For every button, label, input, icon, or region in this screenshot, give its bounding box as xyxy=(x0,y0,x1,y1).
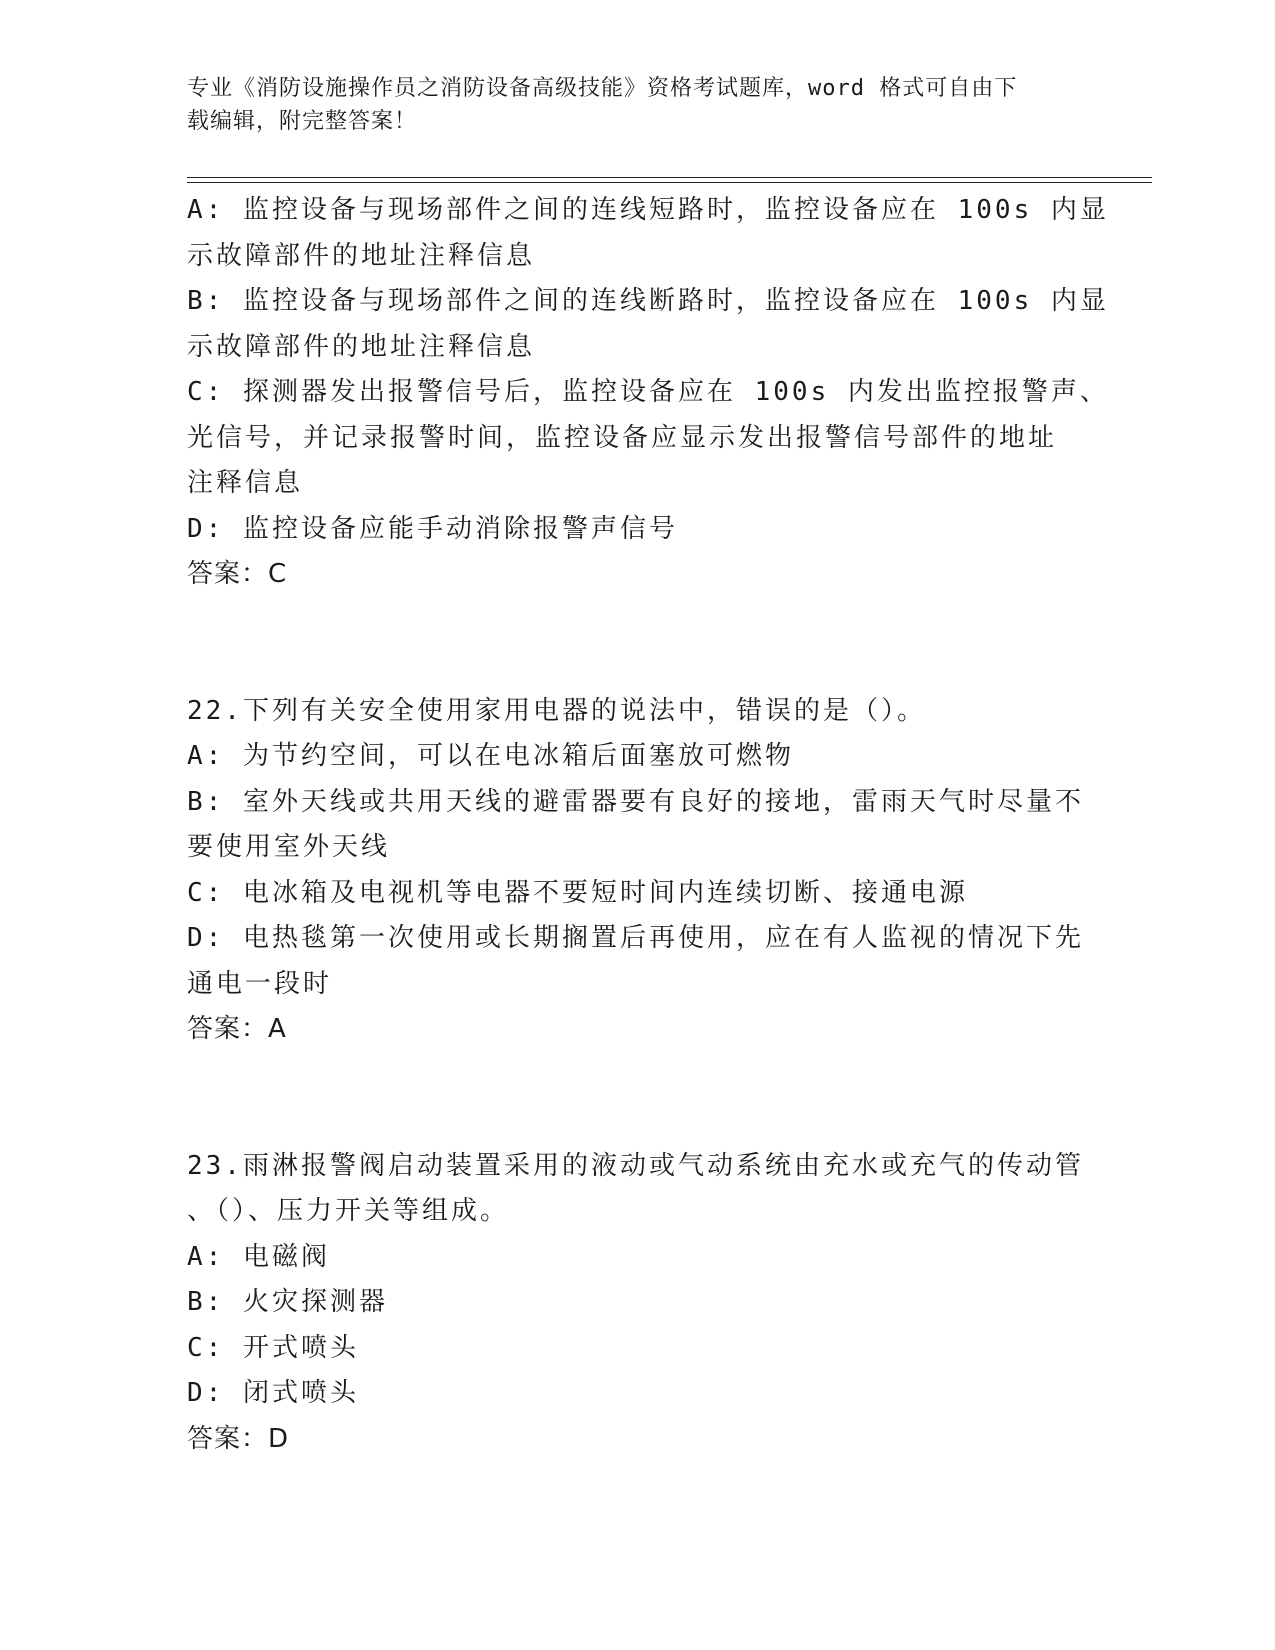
answer-line: 答案：A xyxy=(187,1014,287,1044)
option-a-line-1: A: 电磁阀 xyxy=(187,1241,330,1272)
spacer xyxy=(187,643,1087,689)
option-c-line-1: C: 开式喷头 xyxy=(187,1332,359,1363)
question-22 xyxy=(187,689,1087,1053)
answer-line: 答案：C xyxy=(187,559,288,589)
spacer xyxy=(187,1053,1087,1099)
question-text: 22.下列有关安全使用家用电器的说法中，错误的是（）。 xyxy=(187,695,926,726)
option-a-line-2: 示故障部件的地址注释信息 xyxy=(187,240,536,271)
question-text-line-2: 、（）、压力开关等组成。 xyxy=(187,1196,510,1226)
question-21-tail xyxy=(187,188,1109,598)
document-body xyxy=(187,188,1109,1462)
header-rule-bottom xyxy=(187,182,1152,183)
header-line-2: 载编辑，附完整答案！ xyxy=(187,109,418,134)
option-d-line-1: D: 闭式喷头 xyxy=(187,1378,359,1408)
option-d-line-1: D: 监控设备应能手动消除报警声信号 xyxy=(187,513,678,544)
spacer xyxy=(187,598,1087,644)
header-line-1: 专业《消防设施操作员之消防设备高级技能》资格考试题库，word 格式可自由下 xyxy=(187,76,1018,101)
option-c-line-1: C: 探测器发出报警信号后，监控设备应在 100s 内发出监控报警声、 xyxy=(187,377,1109,407)
option-a-line-1: A: 监控设备与现场部件之间的连线短路时，监控设备应在 100s 内显 xyxy=(187,195,1109,225)
header-rule-top xyxy=(187,177,1152,178)
question-text-line-1: 23.雨淋报警阀启动装置采用的液动或气动系统由充水或充气的传动管 xyxy=(187,1150,1084,1181)
option-c-line-3: 注释信息 xyxy=(187,468,304,498)
document-header xyxy=(187,72,1087,138)
option-c-line-1: C: 电冰箱及电视机等电器不要短时间内连续切断、接通电源 xyxy=(187,877,968,908)
question-23 xyxy=(187,1144,1087,1463)
spacer xyxy=(187,1098,1087,1144)
option-b-line-1: B: 室外天线或共用天线的避雷器要有良好的接地，雷雨天气时尽量不 xyxy=(187,786,1084,817)
option-c-line-2: 光信号，并记录报警时间，监控设备应显示发出报警信号部件的地址 xyxy=(187,422,1058,453)
option-d-line-1: D: 电热毯第一次使用或长期搁置后再使用，应在有人监视的情况下先 xyxy=(187,923,1084,953)
option-a-line-1: A: 为节约空间，可以在电冰箱后面塞放可燃物 xyxy=(187,741,794,771)
answer-line: 答案：D xyxy=(187,1423,290,1454)
option-b-line-2: 要使用室外天线 xyxy=(187,832,391,862)
option-d-line-2: 通电一段时 xyxy=(187,968,333,999)
option-b-line-1: B: 火灾探测器 xyxy=(187,1287,388,1317)
option-b-line-2: 示故障部件的地址注释信息 xyxy=(187,331,536,362)
option-b-line-1: B: 监控设备与现场部件之间的连线断路时，监控设备应在 100s 内显 xyxy=(187,286,1109,316)
